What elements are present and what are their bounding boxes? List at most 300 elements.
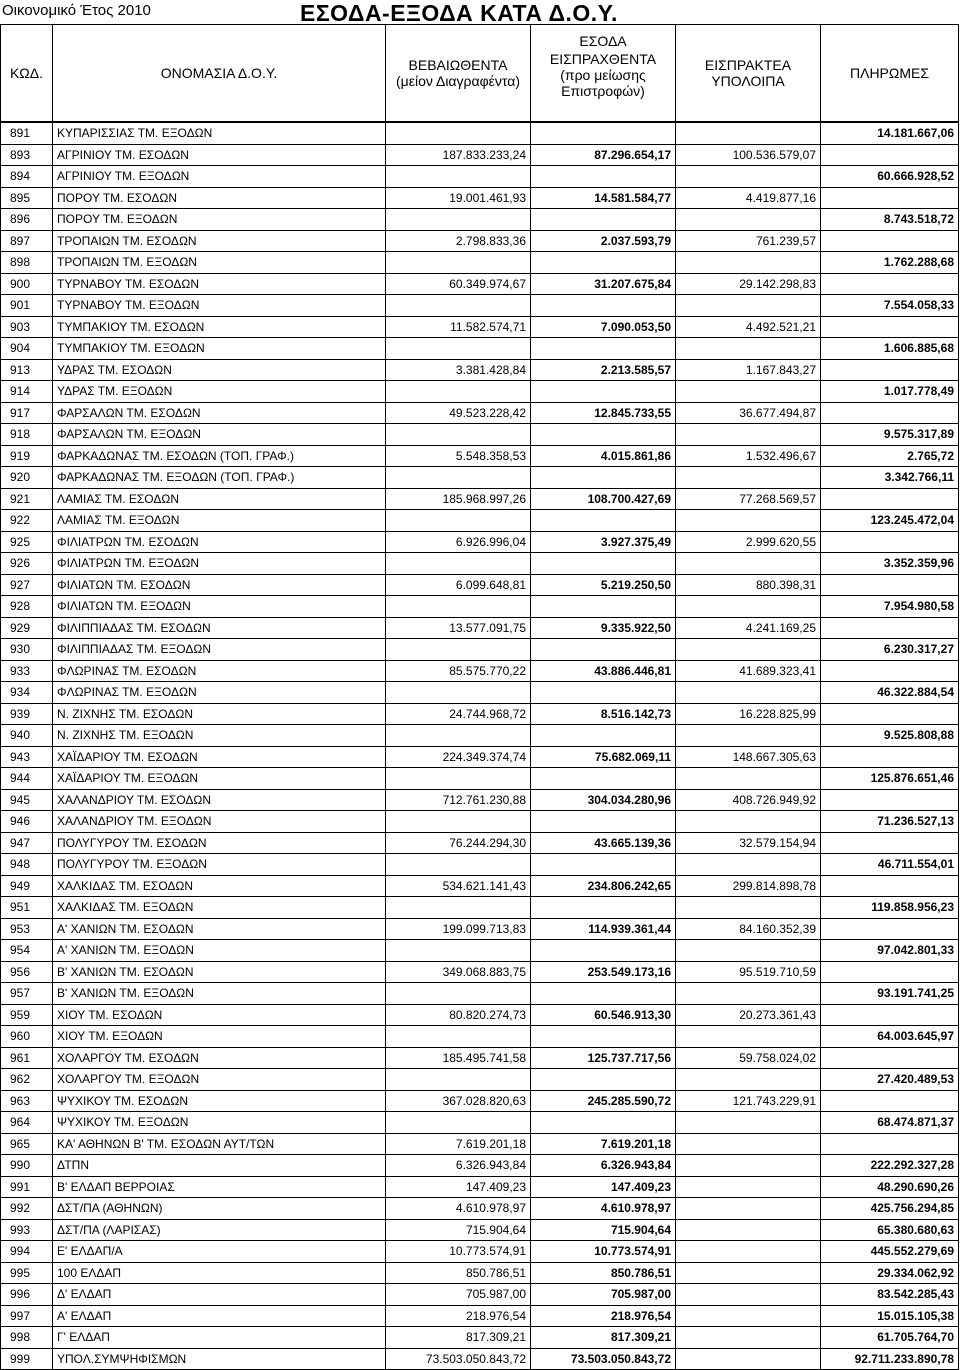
cell-code: 921 (1, 488, 53, 510)
cell-name: ΦΙΛΙΑΤΡΩΝ ΤΜ. ΕΣΟΔΩΝ (53, 531, 386, 553)
cell-receivable: 408.726.949,92 (676, 789, 821, 811)
cell-certified: 4.610.978,97 (386, 1198, 531, 1220)
cell-receivable: 880.398,31 (676, 574, 821, 596)
column-header-collected: ΕΣΟΔΑ ΕΙΣΠΡΑΧΘΕΝΤΑ (προ μείωσης Επιστροφών) (531, 25, 676, 123)
revenue-group-label: ΕΣΟΔΑ (579, 33, 627, 49)
cell-payments: 6.230.317,27 (821, 639, 959, 661)
cell-payments: 64.003.645,97 (821, 1026, 959, 1048)
cell-code: 944 (1, 768, 53, 790)
report-title: ΕΣΟΔΑ-ΕΞΟΔΑ ΚΑΤΑ Δ.Ο.Υ. (300, 0, 618, 26)
cell-code: 913 (1, 359, 53, 381)
cell-code: 995 (1, 1262, 53, 1284)
cell-payments (821, 230, 959, 252)
cell-receivable (676, 682, 821, 704)
cell-payments: 2.765,72 (821, 445, 959, 467)
table-row (1, 811, 959, 833)
cell-name: ΦΙΛΙΠΠΙΑΔΑΣ ΤΜ. ΕΣΟΔΩΝ (53, 617, 386, 639)
cell-payments: 3.342.766,11 (821, 467, 959, 489)
cell-collected: 75.682.069,11 (531, 746, 676, 768)
cell-certified: 24.744.968,72 (386, 703, 531, 725)
cell-name: ΧΑΛΑΝΔΡΙΟΥ ΤΜ. ΕΞΟΔΩΝ (53, 811, 386, 833)
cell-collected (531, 854, 676, 876)
cell-collected (531, 209, 676, 231)
column-header-certified: ΒΕΒΑΙΩΘΕΝΤΑ (μείον Διαγραφέντα) (386, 25, 531, 123)
cell-certified (386, 1112, 531, 1134)
table-row (1, 1262, 959, 1284)
table-row (1, 1198, 959, 1220)
table-row (1, 1069, 959, 1091)
cell-name: ΦΑΡΣΑΛΩΝ ΤΜ. ΕΣΟΔΩΝ (53, 402, 386, 424)
cell-payments: 61.705.764,70 (821, 1327, 959, 1349)
table-row (1, 510, 959, 532)
cell-receivable: 100.536.579,07 (676, 144, 821, 166)
cell-collected (531, 381, 676, 403)
cell-payments: 425.756.294,85 (821, 1198, 959, 1220)
table-row (1, 1133, 959, 1155)
table-row (1, 402, 959, 424)
cell-collected (531, 940, 676, 962)
table-row (1, 273, 959, 295)
table-row (1, 1305, 959, 1327)
cell-certified: 349.068.883,75 (386, 961, 531, 983)
cell-receivable (676, 553, 821, 575)
cell-receivable (676, 1026, 821, 1048)
cell-code: 927 (1, 574, 53, 596)
cell-collected: 60.546.913,30 (531, 1004, 676, 1026)
cell-receivable: 32.579.154,94 (676, 832, 821, 854)
cell-receivable (676, 897, 821, 919)
cell-name: Β' ΧΑΝΙΩΝ ΤΜ. ΕΞΟΔΩΝ (53, 983, 386, 1005)
cell-name: ΦΙΛΙΠΠΙΑΔΑΣ ΤΜ. ΕΞΟΔΩΝ (53, 639, 386, 661)
column-header-receivable: ΕΙΣΠΡΑΚΤΕΑ ΥΠΟΛΟΙΠΑ (676, 25, 821, 123)
cell-payments: 8.743.518,72 (821, 209, 959, 231)
cell-name: ΛΑΜΙΑΣ ΤΜ. ΕΣΟΔΩΝ (53, 488, 386, 510)
cell-payments: 3.352.359,96 (821, 553, 959, 575)
cell-certified (386, 1026, 531, 1048)
table-row (1, 230, 959, 252)
table-row (1, 940, 959, 962)
cell-certified: 80.820.274,73 (386, 1004, 531, 1026)
cell-certified (386, 553, 531, 575)
table-row (1, 1047, 959, 1069)
cell-receivable (676, 209, 821, 231)
table-row (1, 338, 959, 360)
table-row (1, 832, 959, 854)
cell-name: ΠΟΡΟΥ ΤΜ. ΕΞΟΔΩΝ (53, 209, 386, 231)
cell-code: 954 (1, 940, 53, 962)
cell-payments: 93.191.741,25 (821, 983, 959, 1005)
cell-name: ΧΑΪΔΑΡΙΟΥ ΤΜ. ΕΞΟΔΩΝ (53, 768, 386, 790)
cell-payments: 1.762.288,68 (821, 252, 959, 274)
cell-name: Δ' ΕΛΔΑΠ (53, 1284, 386, 1306)
cell-certified (386, 122, 531, 144)
cell-receivable (676, 725, 821, 747)
cell-certified: 187.833.233,24 (386, 144, 531, 166)
cell-code: 894 (1, 166, 53, 188)
cell-collected (531, 252, 676, 274)
table-row (1, 144, 959, 166)
cell-name: Ν. ΖΙΧΝΗΣ ΤΜ. ΕΣΟΔΩΝ (53, 703, 386, 725)
cell-name: ΧΙΟΥ ΤΜ. ΕΞΟΔΩΝ (53, 1026, 386, 1048)
cell-name: ΚΥΠΑΡΙΣΣΙΑΣ ΤΜ. ΕΞΟΔΩΝ (53, 122, 386, 144)
cell-certified (386, 252, 531, 274)
cell-collected: 7.619.201,18 (531, 1133, 676, 1155)
table-row (1, 381, 959, 403)
cell-name: ΤΥΡΝΑΒΟΥ ΤΜ. ΕΞΟΔΩΝ (53, 295, 386, 317)
fiscal-year-label: Οικονομικό Έτος 2010 (2, 2, 151, 19)
table-row (1, 531, 959, 553)
cell-payments: 68.474.871,37 (821, 1112, 959, 1134)
cell-collected (531, 553, 676, 575)
cell-certified (386, 768, 531, 790)
cell-name: Α' ΧΑΝΙΩΝ ΤΜ. ΕΣΟΔΩΝ (53, 918, 386, 940)
cell-collected (531, 1069, 676, 1091)
cell-name: ΧΙΟΥ ΤΜ. ΕΣΟΔΩΝ (53, 1004, 386, 1026)
table-row (1, 1090, 959, 1112)
cell-collected: 705.987,00 (531, 1284, 676, 1306)
cell-code: 940 (1, 725, 53, 747)
cell-collected: 108.700.427,69 (531, 488, 676, 510)
cell-code: 928 (1, 596, 53, 618)
cell-certified (386, 209, 531, 231)
cell-code: 901 (1, 295, 53, 317)
cell-certified (386, 467, 531, 489)
cell-receivable (676, 467, 821, 489)
cell-code: 918 (1, 424, 53, 446)
cell-payments: 97.042.801,33 (821, 940, 959, 962)
cell-receivable (676, 1305, 821, 1327)
cell-payments: 14.181.667,06 (821, 122, 959, 144)
cell-code: 951 (1, 897, 53, 919)
table-row (1, 660, 959, 682)
cell-payments (821, 961, 959, 983)
cell-name: 100 ΕΛΔΑΠ (53, 1262, 386, 1284)
cell-receivable (676, 1176, 821, 1198)
cell-receivable (676, 1219, 821, 1241)
cell-payments: 445.552.279,69 (821, 1241, 959, 1263)
cell-name: Ε' ΕΛΔΑΠ/Α (53, 1241, 386, 1263)
cell-collected: 114.939.361,44 (531, 918, 676, 940)
table-row (1, 1219, 959, 1241)
cell-code: 953 (1, 918, 53, 940)
cell-name: ΔΣΤ/ΠΑ (ΛΑΡΙΣΑΣ) (53, 1219, 386, 1241)
cell-collected: 850.786,51 (531, 1262, 676, 1284)
cell-code: 960 (1, 1026, 53, 1048)
cell-certified: 218.976,54 (386, 1305, 531, 1327)
cell-payments: 119.858.956,23 (821, 897, 959, 919)
cell-name: ΛΑΜΙΑΣ ΤΜ. ΕΞΟΔΩΝ (53, 510, 386, 532)
cell-receivable (676, 424, 821, 446)
cell-code: 962 (1, 1069, 53, 1091)
cell-certified: 6.326.943,84 (386, 1155, 531, 1177)
cell-certified: 10.773.574,91 (386, 1241, 531, 1263)
cell-certified (386, 166, 531, 188)
cell-collected: 12.845.733,55 (531, 402, 676, 424)
cell-collected: 9.335.922,50 (531, 617, 676, 639)
cell-certified (386, 381, 531, 403)
cell-collected (531, 768, 676, 790)
table-row (1, 703, 959, 725)
cell-certified: 224.349.374,74 (386, 746, 531, 768)
cell-payments (821, 402, 959, 424)
cell-receivable: 77.268.569,57 (676, 488, 821, 510)
column-header-payments: ΠΛΗΡΩΜΕΣ (821, 25, 959, 123)
cell-code: 904 (1, 338, 53, 360)
cell-code: 897 (1, 230, 53, 252)
cell-payments: 92.711.233.890,78 (821, 1348, 959, 1370)
cell-payments (821, 488, 959, 510)
cell-receivable: 1.532.496,67 (676, 445, 821, 467)
cell-code: 903 (1, 316, 53, 338)
cell-certified: 19.001.461,93 (386, 187, 531, 209)
cell-certified: 367.028.820,63 (386, 1090, 531, 1112)
table-row (1, 1026, 959, 1048)
cell-certified (386, 725, 531, 747)
cell-code: 956 (1, 961, 53, 983)
cell-collected: 6.326.943,84 (531, 1155, 676, 1177)
cell-collected (531, 122, 676, 144)
cell-receivable: 761.239,57 (676, 230, 821, 252)
cell-name: ΧΑΛΚΙΔΑΣ ΤΜ. ΕΞΟΔΩΝ (53, 897, 386, 919)
cell-certified: 185.968.997,26 (386, 488, 531, 510)
cell-payments (821, 789, 959, 811)
cell-name: ΦΙΛΙΑΤΩΝ ΤΜ. ΕΞΟΔΩΝ (53, 596, 386, 618)
cell-code: 934 (1, 682, 53, 704)
cell-payments: 60.666.928,52 (821, 166, 959, 188)
cell-certified: 73.503.050.843,72 (386, 1348, 531, 1370)
cell-name: ΦΑΡΚΑΔΩΝΑΣ ΤΜ. ΕΣΟΔΩΝ (ΤΟΠ. ΓΡΑΦ.) (53, 445, 386, 467)
cell-payments (821, 144, 959, 166)
cell-collected (531, 811, 676, 833)
table-row (1, 252, 959, 274)
table-row (1, 639, 959, 661)
cell-name: ΨΥΧΙΚΟΥ ΤΜ. ΕΣΟΔΩΝ (53, 1090, 386, 1112)
cell-receivable (676, 1198, 821, 1220)
cell-receivable (676, 252, 821, 274)
cell-code: 994 (1, 1241, 53, 1263)
cell-receivable (676, 510, 821, 532)
cell-payments (821, 746, 959, 768)
cell-name: ΦΙΛΙΑΤΡΩΝ ΤΜ. ΕΞΟΔΩΝ (53, 553, 386, 575)
cell-receivable: 4.492.521,21 (676, 316, 821, 338)
cell-payments (821, 1090, 959, 1112)
table-row (1, 1155, 959, 1177)
table-row (1, 488, 959, 510)
cell-collected: 5.219.250,50 (531, 574, 676, 596)
cell-certified: 147.409,23 (386, 1176, 531, 1198)
cell-collected: 87.296.654,17 (531, 144, 676, 166)
cell-payments (821, 1133, 959, 1155)
cell-receivable (676, 1112, 821, 1134)
cell-name: ΧΑΛΑΝΔΡΙΟΥ ΤΜ. ΕΣΟΔΩΝ (53, 789, 386, 811)
cell-payments (821, 359, 959, 381)
cell-collected: 7.090.053,50 (531, 316, 676, 338)
cell-certified (386, 338, 531, 360)
cell-code: 946 (1, 811, 53, 833)
table-row (1, 596, 959, 618)
cell-payments: 125.876.651,46 (821, 768, 959, 790)
cell-certified (386, 639, 531, 661)
cell-collected: 3.927.375,49 (531, 531, 676, 553)
cell-code: 898 (1, 252, 53, 274)
cell-name: ΚΑ' ΑΘΗΝΩΝ Β' ΤΜ. ΕΣΟΔΩΝ ΑΥΤ/ΤΩΝ (53, 1133, 386, 1155)
cell-name: Β' ΕΛΔΑΠ ΒΕΡΡΟΙΑΣ (53, 1176, 386, 1198)
table-header-row (1, 25, 959, 123)
table-row (1, 359, 959, 381)
table-row (1, 1348, 959, 1370)
cell-receivable (676, 1262, 821, 1284)
cell-name: Γ' ΕΛΔΑΠ (53, 1327, 386, 1349)
cell-receivable: 148.667.305,63 (676, 746, 821, 768)
cell-code: 965 (1, 1133, 53, 1155)
cell-certified: 85.575.770,22 (386, 660, 531, 682)
cell-receivable: 4.241.169,25 (676, 617, 821, 639)
cell-certified: 13.577.091,75 (386, 617, 531, 639)
table-row (1, 1112, 959, 1134)
cell-receivable: 121.743.229,91 (676, 1090, 821, 1112)
cell-code: 895 (1, 187, 53, 209)
table-row (1, 467, 959, 489)
cell-payments (821, 1047, 959, 1069)
cell-receivable: 2.999.620,55 (676, 531, 821, 553)
cell-certified: 705.987,00 (386, 1284, 531, 1306)
cell-collected (531, 166, 676, 188)
table-row (1, 553, 959, 575)
cell-name: Α' ΕΛΔΑΠ (53, 1305, 386, 1327)
cell-name: ΦΛΩΡΙΝΑΣ ΤΜ. ΕΞΟΔΩΝ (53, 682, 386, 704)
cell-collected (531, 897, 676, 919)
cell-code: 947 (1, 832, 53, 854)
cell-receivable (676, 381, 821, 403)
cell-receivable (676, 940, 821, 962)
table-row (1, 875, 959, 897)
column-header-code: ΚΩΔ. (1, 25, 53, 123)
cell-certified: 11.582.574,71 (386, 316, 531, 338)
table-row (1, 316, 959, 338)
cell-code: 933 (1, 660, 53, 682)
cell-code: 996 (1, 1284, 53, 1306)
cell-receivable (676, 1327, 821, 1349)
cell-collected (531, 682, 676, 704)
cell-receivable: 41.689.323,41 (676, 660, 821, 682)
cell-certified (386, 897, 531, 919)
cell-payments (821, 875, 959, 897)
cell-code: 998 (1, 1327, 53, 1349)
cell-code: 920 (1, 467, 53, 489)
table-row (1, 295, 959, 317)
cell-certified (386, 510, 531, 532)
cell-code: 957 (1, 983, 53, 1005)
cell-code: 991 (1, 1176, 53, 1198)
cell-payments: 48.290.690,26 (821, 1176, 959, 1198)
cell-collected: 817.309,21 (531, 1327, 676, 1349)
cell-collected: 8.516.142,73 (531, 703, 676, 725)
cell-certified (386, 983, 531, 1005)
cell-collected: 304.034.280,96 (531, 789, 676, 811)
cell-receivable (676, 295, 821, 317)
cell-collected (531, 983, 676, 1005)
cell-collected (531, 338, 676, 360)
cell-receivable (676, 596, 821, 618)
cell-certified: 817.309,21 (386, 1327, 531, 1349)
cell-collected: 218.976,54 (531, 1305, 676, 1327)
cell-receivable (676, 811, 821, 833)
table-row (1, 854, 959, 876)
cell-code: 999 (1, 1348, 53, 1370)
cell-receivable (676, 1069, 821, 1091)
cell-payments (821, 703, 959, 725)
cell-payments: 222.292.327,28 (821, 1155, 959, 1177)
cell-name: ΤΥΡΝΑΒΟΥ ΤΜ. ΕΣΟΔΩΝ (53, 273, 386, 295)
column-header-name: ΟΝΟΜΑΣΙΑ Δ.Ο.Υ. (53, 25, 386, 123)
cell-receivable (676, 1241, 821, 1263)
cell-certified: 715.904,64 (386, 1219, 531, 1241)
table-row (1, 187, 959, 209)
table-body (1, 122, 959, 1370)
cell-payments: 27.420.489,53 (821, 1069, 959, 1091)
cell-collected: 147.409,23 (531, 1176, 676, 1198)
cell-code: 993 (1, 1219, 53, 1241)
cell-collected (531, 510, 676, 532)
cell-payments: 46.711.554,01 (821, 854, 959, 876)
table-row (1, 122, 959, 144)
table-row (1, 918, 959, 940)
table-row (1, 1327, 959, 1349)
cell-code: 997 (1, 1305, 53, 1327)
table-row (1, 574, 959, 596)
cell-certified: 7.619.201,18 (386, 1133, 531, 1155)
cell-payments (821, 273, 959, 295)
cell-code: 900 (1, 273, 53, 295)
cell-receivable (676, 1133, 821, 1155)
table-row (1, 746, 959, 768)
cell-name: Α' ΧΑΝΙΩΝ ΤΜ. ΕΞΟΔΩΝ (53, 940, 386, 962)
table-row (1, 209, 959, 231)
table-row (1, 789, 959, 811)
cell-payments: 15.015.105,38 (821, 1305, 959, 1327)
table-row (1, 961, 959, 983)
cell-code: 990 (1, 1155, 53, 1177)
cell-collected: 245.285.590,72 (531, 1090, 676, 1112)
cell-payments: 1.017.778,49 (821, 381, 959, 403)
cell-name: ΦΛΩΡΙΝΑΣ ΤΜ. ΕΣΟΔΩΝ (53, 660, 386, 682)
cell-certified (386, 940, 531, 962)
cell-code: 959 (1, 1004, 53, 1026)
cell-name: ΥΠΟΛ.ΣΥΜΨΗΦΙΣΜΩΝ (53, 1348, 386, 1370)
cell-collected: 43.886.446,81 (531, 660, 676, 682)
cell-name: ΤΥΜΠΑΚΙΟΥ ΤΜ. ΕΣΟΔΩΝ (53, 316, 386, 338)
cell-certified: 6.926.996,04 (386, 531, 531, 553)
cell-name: ΑΓΡΙΝΙΟΥ ΤΜ. ΕΣΟΔΩΝ (53, 144, 386, 166)
table-row (1, 1284, 959, 1306)
cell-code: 929 (1, 617, 53, 639)
cell-name: ΥΔΡΑΣ ΤΜ. ΕΞΟΔΩΝ (53, 381, 386, 403)
cell-receivable (676, 122, 821, 144)
cell-code: 896 (1, 209, 53, 231)
cell-collected: 31.207.675,84 (531, 273, 676, 295)
cell-name: ΔΤΠΝ (53, 1155, 386, 1177)
cell-name: Β' ΧΑΝΙΩΝ ΤΜ. ΕΣΟΔΩΝ (53, 961, 386, 983)
cell-payments (821, 617, 959, 639)
cell-collected (531, 639, 676, 661)
cell-payments: 46.322.884,54 (821, 682, 959, 704)
cell-payments (821, 187, 959, 209)
cell-payments: 9.525.808,88 (821, 725, 959, 747)
cell-receivable: 4.419.877,16 (676, 187, 821, 209)
cell-certified: 6.099.648,81 (386, 574, 531, 596)
cell-collected (531, 596, 676, 618)
cell-collected (531, 725, 676, 747)
